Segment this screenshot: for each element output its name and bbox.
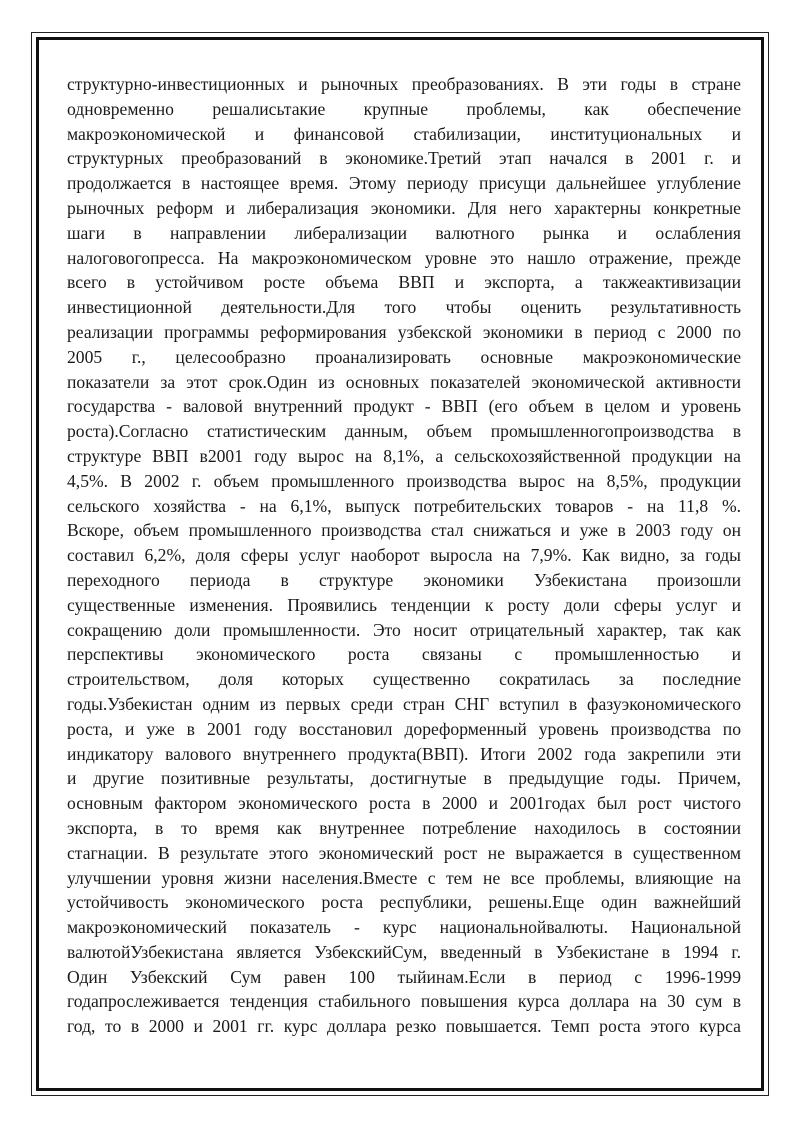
text-line: шаги в направлении либерализации валютного рынка и ослабления	[67, 222, 741, 243]
text-line: валютойУзбекистана является УзбекскийСум, введенный в Узбекистане в 1994 г.	[67, 941, 741, 962]
text-line: роста).Согласно статистическим данным, объем промышленногопроизводства в	[67, 421, 741, 442]
text-line: индикатору валового внутреннего продукта(ВВП). Итоги 2002 года закрепили эти	[67, 743, 741, 764]
text-line: макроэкономической и финансовой стабилизации, институциональных и	[67, 123, 741, 144]
text-line: устойчивость экономического роста республики, решены.Еще один важнейший	[67, 892, 741, 913]
text-line: реализации программы реформирования узбекской экономики в период с 2000 по	[67, 321, 741, 342]
text-line: продолжается в настоящее время. Этому периоду присущи дальнейшее углубление	[67, 173, 741, 194]
text-line: одновременно решалисьтакие крупные проблемы, как обеспечение	[67, 98, 741, 119]
text-line: год, то в 2000 и 2001 гг. курс доллара резко повышается. Темп роста этого курса	[67, 1016, 741, 1037]
text-line: экспорта, в то время как внутреннее потребление находилось в состоянии	[67, 817, 741, 838]
text-line: роста, и уже в 2001 году восстановил дореформенный уровень производства по	[67, 718, 741, 739]
text-line: сокращению доли промышленности. Это носит отрицательный характер, так как	[67, 619, 741, 640]
text-line: Вскоре, объем промышленного производства стал снижаться и уже в 2003 году он	[67, 520, 741, 541]
text-line: 4,5%. В 2002 г. объем промышленного производства вырос на 8,5%, продукции	[67, 470, 741, 491]
text-line: сельского хозяйства - на 6,1%, выпуск потребительских товаров - на 11,8 %.	[67, 495, 741, 516]
text-line: стагнации. В результате этого экономический рост не выражается в существенном	[67, 842, 741, 863]
document-body-text	[67, 72, 741, 1039]
text-line: инвестиционной деятельности.Для того чтобы оценить результативность	[67, 297, 741, 318]
text-line: строительством, доля которых существенно сократилась за последние	[67, 669, 741, 690]
text-line: улучшении уровня жизни населения.Вместе с тем не все проблемы, влияющие на	[67, 867, 741, 888]
text-line: структурно-инвестиционных и рыночных преобразованиях. В эти годы в стране	[67, 74, 741, 94]
text-line: структуре ВВП в2001 году вырос на 8,1%, а сельскохозяйственной продукции на	[67, 445, 741, 466]
text-line: переходного периода в структуре экономики Узбекистана произошли	[67, 569, 741, 590]
text-line: 2005 г., целесообразно проанализировать основные макроэкономические	[67, 346, 741, 367]
text-line: основным фактором экономического роста в 2000 и 2001годах был рост чистого	[67, 793, 741, 814]
text-line: всего в устойчивом росте объема ВВП и экспорта, а такжеактивизации	[67, 272, 741, 293]
text-line: перспективы экономического роста связаны с промышленностью и	[67, 644, 741, 665]
text-line: государства - валовой внутренний продукт - ВВП (его объем в целом и уровень	[67, 396, 741, 417]
text-line: показатели за этот срок.Один из основных показателей экономической активности	[67, 371, 741, 392]
text-line: составил 6,2%, доля сферы услуг наоборот выросла на 7,9%. Как видно, за годы	[67, 545, 741, 566]
text-line: существенные изменения. Проявились тенденции к росту доли сферы услуг и	[67, 594, 741, 615]
text-line: рыночных реформ и либерализация экономики. Для него характерны конкретные	[67, 197, 741, 218]
text-line: макроэкономический показатель - курс национальнойвалюты. Национальной	[67, 917, 741, 938]
text-line: налоговогопресса. На макроэкономическом уровне это нашло отражение, прежде	[67, 247, 741, 268]
text-line: и другие позитивные результаты, достигнутые в предыдущие годы. Причем,	[67, 768, 741, 789]
text-line: Один Узбекский Сум равен 100 тыйинам.Если в период с 1996-1999	[67, 966, 741, 987]
text-line: структурных преобразований в экономике.Третий этап начался в 2001 г. и	[67, 148, 741, 169]
text-line: годапрослеживается тенденция стабильного повышения курса доллара на 30 сум в	[67, 991, 741, 1012]
text-line: годы.Узбекистан одним из первых среди стран СНГ вступил в фазуэкономического	[67, 693, 741, 714]
